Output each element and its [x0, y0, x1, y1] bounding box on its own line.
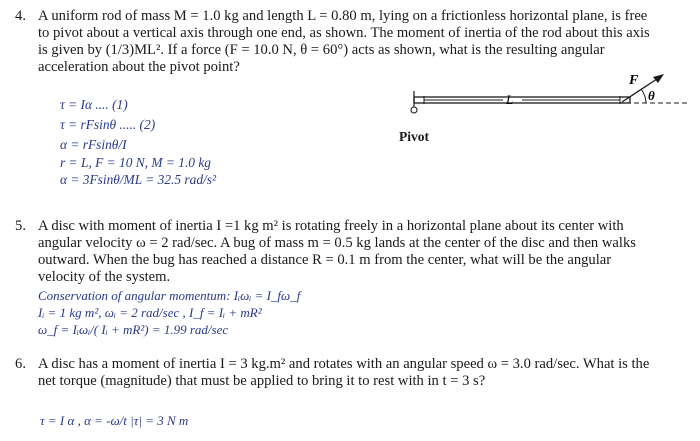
rod-figure	[390, 70, 700, 150]
q6-work-line-1: τ = I α , α = -ω/t |τ| = 3 N m	[40, 413, 189, 428]
q5-line-4: velocity of the system.	[38, 269, 171, 285]
q4-work-line-5: α = 3Fsinθ/ML = 32.5 rad/s²	[60, 172, 216, 187]
q4-number: 4.	[15, 8, 26, 24]
rod-length-label: L	[506, 92, 514, 107]
q6-line-1: A disc has a moment of inertia I = 3 kg.m² and rotates with an angular speed ω = 3.0 rad/sec. What is the	[38, 356, 650, 372]
q5-number: 5.	[15, 218, 26, 234]
q4-work-line-4: r = L, F = 10 N, M = 1.0 kg	[60, 155, 211, 170]
pivot-label: Pivot	[399, 129, 429, 144]
q6-line-2: net torque (magnitude) that must be applied to bring it to rest with in t = 3 s?	[38, 373, 486, 389]
q6-number: 6.	[15, 356, 26, 372]
q4-line-3: is given by (1/3)ML². If a force (F = 10.0 N, θ = 60°) acts as shown, what is the resulting angular	[38, 42, 605, 58]
q4-line-2: to pivot about a vertical axis through one end, as shown. The moment of inertia of the rod about this axis	[38, 25, 650, 41]
q4-work-line-2: τ = rFsinθ ..... (2)	[60, 117, 156, 132]
q4-line-4: acceleration about the pivot point?	[38, 59, 240, 75]
q5-line-2: angular velocity ω = 2 rad/sec. A bug of mass m = 0.5 kg lands at the center of the disc and then walks	[38, 235, 636, 251]
q5-line-3: outward. When the bug has reached a distance R = 0.1 m from the center, what will be the angular	[38, 252, 612, 268]
q5-work-line-3: ω_f = Iᵢωᵢ/( Iᵢ + mR²) = 1.99 rad/sec	[38, 322, 229, 337]
q4-work-line-3: α = rFsinθ/I	[60, 137, 127, 152]
q4-work-line-1: τ = Iα .... (1)	[60, 97, 128, 112]
q5-work-line-2: Iᵢ = 1 kg m², ωᵢ = 2 rad/sec , I_f = Iᵢ + mR²	[38, 305, 262, 320]
force-arrowhead-icon	[653, 74, 664, 83]
q5-line-1: A disc with moment of inertia I =1 kg m² is rotating freely in a horizontal plane about its center with	[38, 218, 624, 234]
pivot-point-icon	[411, 107, 417, 113]
angle-label: θ	[648, 88, 655, 103]
q4-line-1: A uniform rod of mass M = 1.0 kg and length L = 0.80 m, lying on a frictionless horizontal plane, is free	[38, 8, 648, 24]
q5-work-line-1: Conservation of angular momentum: Iᵢωᵢ = I_fω_f	[38, 288, 301, 303]
force-label: F	[629, 73, 639, 88]
